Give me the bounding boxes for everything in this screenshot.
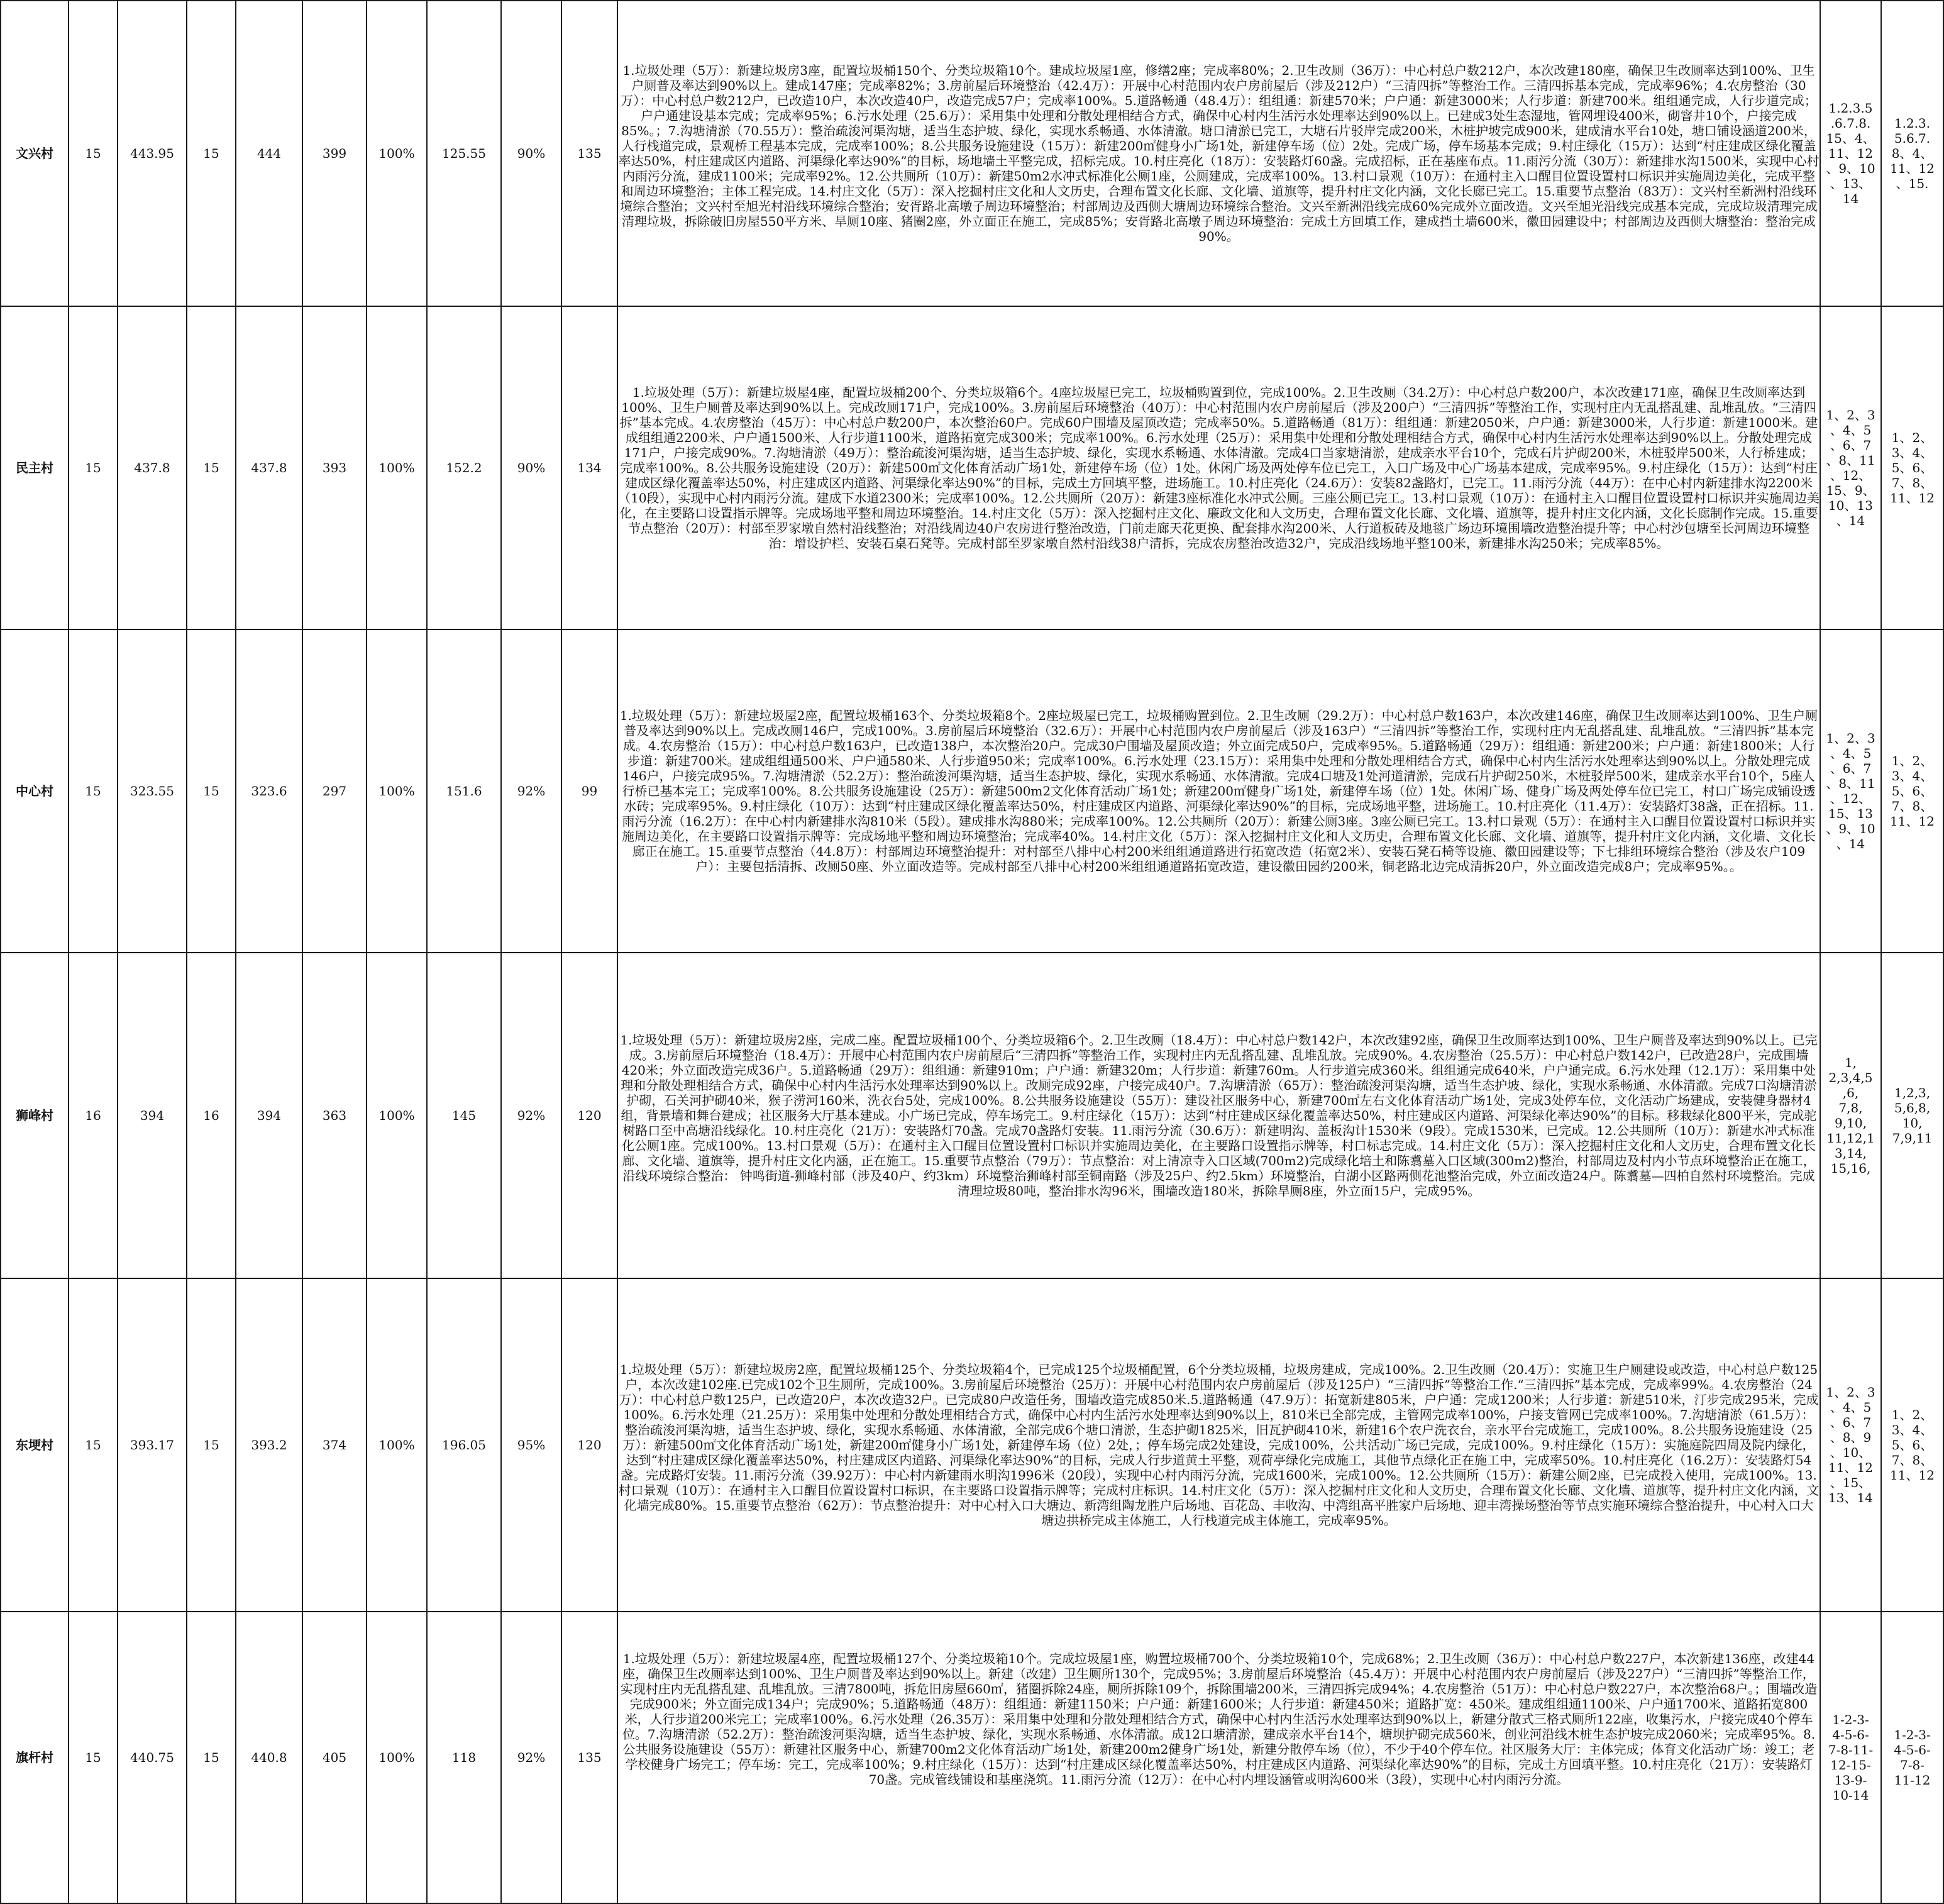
cell-num: 393 bbox=[302, 306, 367, 629]
item-list-completed: 1.2.3. 5.6.7. 8、4、 11、12 、15. bbox=[1881, 1, 1943, 306]
village-name: 狮峰村 bbox=[1, 953, 69, 1278]
table-row bbox=[1, 1612, 1943, 1903]
item-list: 1、2、3 、4、5 、6、7 、8、11 、12、 15、13 、9、10 、14 bbox=[1820, 629, 1881, 953]
cell-num: 393.17 bbox=[118, 1278, 187, 1612]
cell-num: 15 bbox=[187, 1278, 236, 1612]
cell-num: 394 bbox=[236, 953, 302, 1278]
village-name: 文兴村 bbox=[1, 1, 69, 306]
item-list: 1, 2,3,4,5 ,6, 7,8, 9,10, 11,12,1 3,14, 15,16, bbox=[1820, 953, 1881, 1278]
cell-num: 16 bbox=[69, 953, 118, 1278]
cell-num: 399 bbox=[302, 1, 367, 306]
cell-percent: 90% bbox=[501, 306, 561, 629]
item-list-completed: 1,2,3, 5,6,8, 10, 7,9,11 bbox=[1881, 953, 1943, 1278]
item-list: 1、2、3 、4、5 、6、7 、8、9 、10、 11、12 、15、 13、14 bbox=[1820, 1278, 1881, 1612]
item-list-completed: 1、2、 3、4、 5、6、 7、8、 11、12 bbox=[1881, 1278, 1943, 1612]
cell-percent: 100% bbox=[367, 1278, 427, 1612]
item-list-completed: 1、2、 3、4、 5、6、 7、8、 11、12 bbox=[1881, 306, 1943, 629]
cell-num: 134 bbox=[561, 306, 617, 629]
table-row bbox=[1, 1278, 1943, 1612]
cell-num: 120 bbox=[561, 953, 617, 1278]
cell-num: 374 bbox=[302, 1278, 367, 1612]
progress-description: 1.垃圾处理（5万）：新建垃圾屋4座，配置垃圾桶200个、分类垃圾箱6个。4座垃圾屋已完工，垃圾桶购置到位，完成100%。2.卫生改厕（34.2万）：中心村总户数200户，本次改建171座，确保卫生改厕率达到100%、卫生户厕普及率达到90%以上。完成改厕171户，完成100%。3.房前屋后环境整治（40万）：中心村范围内农户房前屋后（涉及200户）“三清四拆”等整治工作，实现村庄内无乱搭乱建、乱堆乱放。“三清四拆”基本完成。4.农房整治（45万）：中心村总户数200户，本次整治60户。完成60户围墙及屋顶改造；完成率50%。5.道路畅通（81万）：组组通：新建2050米，户户通：新建3000米，人行步道：新建1000米。建成组组通2200米、户户通1500米、人行步道1100米，道路拓宽完成300米；完成率100%。6.污水处理（25万）：采用集中处理和分散处理相结合方式，确保中心村内生活污水处理率达到90%以上。分散处理完成171户，户接完成90%。7.沟塘清淤（49万）：整治疏浚河渠沟塘，适当生态护坡、绿化，实现水系畅通、水体清澈。完成4口当家塘清淤，建成亲水平台10个，完成石片护砌200米，木桩驳岸500米，人行桥建成；完成率100%。8.公共服务设施建设（20万）：新建500㎡文化体育活动广场1处，新建停车场（位）1处。休闲广场及两处停车位已完工，入口广场及中心广场基本建成，完成率95%。9.村庄绿化（15万）：达到“村庄建成区绿化覆盖率达50%，村庄建成区内道路、河渠绿化率达90%”的目标，完成土方回填平整，进场施工。10.村庄亮化（24.6万）：安装82盏路灯，已完工。11.雨污分流（44万）：在中心村内新建排水沟2200米（10段），实现中心村内雨污分流。建成下水道2300米；完成率100%。12.公共厕所（20万）：新建3座标准化水冲式公厕。三座公厕已完工。13.村口景观（10万）：在通村主入口醒目位置设置村口标识并实施周边美化，在主要路口设置指示牌等。完成场地平整和周边环境整治。14.村庄文化（5万）：深入挖掘村庄文化、廉政文化和人文历史，合理布置文化长廊、文化墙、道旗等，提升村庄文化内涵，文化长廊制作完成。15.重要节点整治（20万）：村部至罗家墩自然村沿线整治；对沿线周边40户农房进行整治改造，门前走廊天花更换、配套排水沟200米、人行道板砖及地毯广场边环境围墙改造整治提升等；中心村沙包塘至长河周边环境整治：增设护栏、安装石桌石凳等。完成村部至罗家墩自然村沿线38户清拆，完成农房整治改造32户，完成沿线场地平整100米，新建排水沟250米；完成率85%。 bbox=[617, 306, 1820, 629]
cell-percent: 90% bbox=[501, 1, 561, 306]
cell-percent: 100% bbox=[367, 306, 427, 629]
cell-num: 120 bbox=[561, 1278, 617, 1612]
cell-percent: 92% bbox=[501, 1612, 561, 1903]
cell-num: 15 bbox=[69, 1278, 118, 1612]
cell-num: 118 bbox=[427, 1612, 501, 1903]
cell-num: 135 bbox=[561, 1, 617, 306]
cell-num: 16 bbox=[187, 953, 236, 1278]
cell-percent: 95% bbox=[501, 1278, 561, 1612]
progress-description: 1.垃圾处理（5万）：新建垃圾房3座，配置垃圾桶150个、分类垃圾箱10个。建成垃圾屋1座，修缮2座；完成率80%；2.卫生改厕（36万）：中心村总户数212户，本次改建180座，确保卫生改厕率达到100%、卫生户厕普及率达到90%以上。建成147座；完成率82%；3.房前屋后环境整治（42.4万）：开展中心村范围内农户房前屋后（涉及212户）“三清四拆”等整治工作。三清四拆基本完成，完成率96%；4.农房整治（30万）：中心村总户数212户，已改造10户，本次改造40户，改造完成57户；完成率100%。5.道路畅通（48.4万）：组组通：新建570米；户户通：新建3000米；人行步道：新建700米。组组通完成，人行步道完成；户户通建设基本完成；完成率95%；6.污水处理（25.6万）：采用集中处理和分散处理相结合方式，确保中心村内生活污水处理率达到90%以上。已建成3处生态湿地，管网埋设400米，砌窨井10个，户接完成85%。；7.沟塘清淤（70.55万）：整治疏浚河渠沟塘，适当生态护坡、绿化，实现水系畅通、水体清澈。塘口清淤已完工，大塘石片驳岸完成200米，木桩护坡完成900米，建成清水平台10处，塘口铺设涵道200米，人行栈道完成，景观桥工程基本完成，完成率100%；8.公共服务设施建设（15万）：新建200㎡健身小广场1处，新建停车场（位）2处。完成广场，停车场基本完成；9.村庄绿化（15万）：达到“村庄建成区绿化覆盖率达50%，村庄建成区内道路、河渠绿化率达90%”的目标，场地墙土平整完成，招标完成。10.村庄亮化（18万）：安装路灯60盏。完成招标，正在基座布点。11.雨污分流（30万）：新建排水沟1500米，实现中心村内雨污分流，建成1100米；完成率92%。12.公共厕所（10万）：新建50m2水冲式标准化公厕1座，公厕建成，完成率100%。13.村口景观（10万）：在通村主入口醒目位置设置村口标识并实施周边美化，完成平整和周边环境整治；主体工程完成。14.村庄文化（5万）：深入挖掘村庄文化和人文历史，合理布置文化长廊、文化墙、道旗等，提升村庄文化内涵，文化长廊已完工。15.重要节点整治（83万）：文兴村至新洲村沿线环境综合整治；文兴村至旭光村沿线环境综合整治；安胥路北高墩子周边环境整治；村部周边及西侧大塘周边环境综合整治。文兴至新洲沿线完成60%完成外立面改造。文兴至旭光沿线完成基本完成，完成垃圾清理完成清理垃圾，拆除破旧房屋550平方米、旱厕10座、猪圈2座，外立面正在施工，完成85%；安胥路北高墩子周边环境整治：完成土方回填工作，建成挡土墙600米，徽田园建设中；村部周边及西侧大塘整治：整治完成90%。 bbox=[617, 1, 1820, 306]
cell-num: 196.05 bbox=[427, 1278, 501, 1612]
village-name: 中心村 bbox=[1, 629, 69, 953]
cell-num: 145 bbox=[427, 953, 501, 1278]
cell-num: 15 bbox=[69, 306, 118, 629]
village-name: 民主村 bbox=[1, 306, 69, 629]
cell-num: 15 bbox=[69, 1, 118, 306]
cell-num: 15 bbox=[187, 1, 236, 306]
cell-percent: 100% bbox=[367, 1612, 427, 1903]
cell-num: 394 bbox=[118, 953, 187, 1278]
cell-num: 323.6 bbox=[236, 629, 302, 953]
table-row bbox=[1, 1, 1943, 306]
cell-num: 99 bbox=[561, 629, 617, 953]
cell-num: 440.8 bbox=[236, 1612, 302, 1903]
cell-num: 443.95 bbox=[118, 1, 187, 306]
cell-num: 297 bbox=[302, 629, 367, 953]
cell-num: 405 bbox=[302, 1612, 367, 1903]
cell-num: 135 bbox=[561, 1612, 617, 1903]
progress-description: 1.垃圾处理（5万）：新建垃圾屋4座，配置垃圾桶127个、分类垃圾箱10个。完成垃圾屋1座，购置垃圾桶700个、分类垃圾箱10个，完成68%；2.卫生改厕（36万）：中心村总户数227户，本次新建136座，改建44座，确保卫生改厕率达到100%、卫生户厕普及率达到90%以上。新建（改建）卫生厕所130个，完成95%；3.房前屋后环境整治（45.4万）：开展中心村范围内农户房前屋后（涉及227户）“三清四拆”等整治工作，实现村庄内无乱搭乱建、乱堆乱放。三清7800吨，拆危旧房屋660㎡，猪圈拆除24座，厕所拆除109个，拆除围墙200米，三清四拆完成94%；4.农房整治（51万）：中心村总户数227户，本次整治68户。；围墙改造完成900米；外立面完成134户；完成90%；5.道路畅通（48万）：组组通：新建1150米；户户通：新建1600米；人行步道：新建450米；道路扩宽：450米。建成组组通1100米、户户通1700米、道路拓宽800米，人行步道200米完工；完成率100%。6.污水处理（26.35万）：采用集中处理和分散处理相结合方式，确保中心村内生活污水处理率达到90%以上，新建分散式三格式厕所122座，收集污水，户接完成40个停车位。7.沟塘清淤（52.2万）：整治疏浚河渠沟塘，适当生态护坡、绿化，实现水系畅通、水体清澈。成12口塘清淤，建成亲水平台14个，塘坝护砌完成560米，创业河沿线木桩生态护坡完成2060米；完成率95%。8.公共服务设施建设（55万）：新建社区服务中心，新建700m2文化体育活动广场1处，新建200m2健身广场1处，新建分散停车场（位），不少于40个停车位。社区服务大厅：主体完成；体育文化活动广场：竣工；老学校健身广场完工；停车场：完工，完成率100%；9.村庄绿化（15万）：达到“村庄建成区绿化覆盖率达50%，村庄建成区内道路、河渠绿化率达90%”的目标，完成土方回填平整。10.村庄亮化（21万）：安装路灯70盏。完成管线铺设和基座浇筑。11.雨污分流（12万）：在中心村内埋设涵管或明沟600米（3段），实现中心村内雨污分流。 bbox=[617, 1612, 1820, 1903]
item-list: 1、2、3 、4、5 、6、7 、8、11 、12、 15、9、 10、13 、14 bbox=[1820, 306, 1881, 629]
cell-num: 15 bbox=[187, 629, 236, 953]
cell-percent: 100% bbox=[367, 953, 427, 1278]
cell-num: 125.55 bbox=[427, 1, 501, 306]
table-row bbox=[1, 953, 1943, 1278]
item-list: 1-2-3- 4-5-6- 7-8-11- 12-15- 13-9- 10-14 bbox=[1820, 1612, 1881, 1903]
cell-num: 323.55 bbox=[118, 629, 187, 953]
cell-num: 15 bbox=[187, 306, 236, 629]
cell-num: 15 bbox=[69, 1612, 118, 1903]
cell-num: 393.2 bbox=[236, 1278, 302, 1612]
cell-num: 152.2 bbox=[427, 306, 501, 629]
village-name: 旗杆村 bbox=[1, 1612, 69, 1903]
progress-description: 1.垃圾处理（5万）：新建垃圾房2座，完成二座。配置垃圾桶100个、分类垃圾箱6个。2.卫生改厕（18.4万）：中心村总户数142户，本次改建92座，确保卫生改厕率达到100%、卫生户厕普及率达到90%以上。已完成。3.房前屋后环境整治（18.4万）：开展中心村范围内农户房前屋后“三清四拆”等整治工作，实现村庄内无乱搭乱建、乱堆乱放。完成90%。4.农房整治（25.5万）：中心村总户数142户，已改造28户，完成围墙420米；外立面改造完成36户。5.道路畅通（29万）：组组通：新建910m；户户通：新建320m；人行步道：新建760m。人行步道完成360米。组组通完成640米，户户通完成。6.污水处理（12.1万）：采用集中处理和分散处理相结合方式，确保中心村内生活污水处理率达到90%以上。改厕完成92座，户接完成40户。7.沟塘清淤（65万）：整治疏浚河渠沟塘，适当生态护坡、绿化，实现水系畅通、水体清澈。完成7口沟塘清淤护砌，石关河护砌40米，猴子涝河160米，洗衣台5处，完成100%。8.公共服务设施建设（55万）：建设社区服务中心，新建700㎡左右文化体育活动广场1处，完成3处停车位，文化活动广场建成，安装健身器材4组，背景墙和舞台建成；社区服务大厅基本建成。小广场已完成，停车场完工。9.村庄绿化（15万）：达到“村庄建成区绿化覆盖率达50%，村庄建成区内道路、河渠绿化率达90%”的目标。移栽绿化800平米，完成驼树路口至中高塘沿线绿化。10.村庄亮化（21万）：安装路灯70盏。完成70盏路灯安装。11.雨污分流（30.6万）：新建明沟、盖板沟计1530米（9段）。完成1530米，已完成。12.公共厕所（10万）：新建水冲式标准化公厕1座。完成100%。13.村口景观（5万）：在通村主入口醒目位置设置村口标识并实施周边美化，在主要路口设置指示牌等，村口标志完成。14.村庄文化（5万）：深入挖掘村庄文化和人文历史，合理布置文化长廊、文化墙、道旗等，提升村庄文化内涵，正在施工。15.重要节点整治（79万）：节点整治：对上清凉寺入口区域(700m2)完成绿化培土和陈翥墓入口区域(300m2)整治，村部周边及村内小节点环境整治正在施工，沿线环境综合整治： 钟鸣街道-狮峰村部（涉及40户、约3km）环境整治狮峰村部至铜南路（涉及25户、约2.5km）环境整治，白湖小区路两侧花池整治完成，外立面改造24户。陈翥墓—四柏自然村环境整治。完成清理垃圾80吨，整治排水沟96米，围墙改造180米，拆除旱厕8座，外立面15户，完成95%。 bbox=[617, 953, 1820, 1278]
cell-num: 444 bbox=[236, 1, 302, 306]
cell-num: 437.8 bbox=[118, 306, 187, 629]
item-list-completed: 1、2、 3、4、 5、6、 7、8、 11、12 bbox=[1881, 629, 1943, 953]
progress-description: 1.垃圾处理（5万）：新建垃圾房2座，配置垃圾桶125个、分类垃圾箱4个，已完成125个垃圾桶配置，6个分类垃圾桶，垃圾房建成，完成100%。2.卫生改厕（20.4万）：实施卫生户厕建设或改造，中心村总户数125户，本次改建102座.已完成102个卫生厕所，完成100%。3.房前屋后环境整治（25万）：开展中心村范围内农户房前屋后（涉及125户）“三清四拆”等整治工作.“三清四拆”基本完成，完成率99%。4.农房整治（24万）：中心村总户数125户，已改造20户，本次改造32户。已完成80户改造任务，围墙改造完成850米.5.道路畅通（47.9万）：拓宽新建805米，户户通：完成1200米；人行步道：新建510米，汀步完成295米，完成100%。6.污水处理（21.25万）：采用集中处理和分散处理相结合方式，确保中心村内生活污水处理率达到90%以上，810米已全部完成，主管网完成率100%，户接支管网已完成率100%。7.沟塘清淤（61.5万）：整治疏浚河渠沟塘，适当生态护坡、绿化，实现水系畅通、水体清澈，全部完成6个塘口清淤，生态护砌1825米，旧瓦护砌410米，新建16个农户洗衣台，亲水平台完成施工，完成100%。8.公共服务设施建设（25万）：新建500㎡文化体育活动广场1处，新建200㎡健身小广场1处，新建停车场（位）2处，；停车场完成2处建设，完成100%，公共活动广场已完成，完成100%。9.村庄绿化（15万）：实施庭院四周及院内绿化，达到“村庄建成区绿化覆盖率达50%，村庄建成区内道路、河渠绿化率达90%”的目标，完成人行步道黄土平整，观荷亭绿化完成施工，其他节点绿化正在施工中，完成率50%。10.村庄亮化（16.2万）：安装路灯54盏。完成路灯安装。11.雨污分流（39.92万）：中心村内新建雨水明沟1996米（20段），实现中心村内雨污分流，完成1600米，完成100%。12.公共厕所（15万）：新建公厕2座，已完成投入使用，完成100%。13.村口景观（10万）：在通村主入口醒目位置设置村口标识，在主要路口设置指示牌等；完成村庄标识。14.村庄文化（5万）：深入挖掘村庄文化和人文历史，合理布置文化长廊、文化墙、道旗等，提升村庄文化内涵，文化墙完成80%。15.重要节点整治（62万）：节点整治提升：对中心村入口大塘边、新湾组陶龙胜户后场地、百花岛、丰收沟、中湾组高平胜家户后场地、迎丰湾操场整治等节点实施环境综合整治提升，中心村入口大塘边拱桥完成主体施工，人行栈道完成主体施工，完成率95%。 bbox=[617, 1278, 1820, 1612]
cell-percent: 100% bbox=[367, 1, 427, 306]
cell-percent: 100% bbox=[367, 629, 427, 953]
item-list: 1.2.3.5 .6.7.8. 15、4、 11、12 、9、10 、13、 14 bbox=[1820, 1, 1881, 306]
cell-num: 437.8 bbox=[236, 306, 302, 629]
village-name: 东埂村 bbox=[1, 1278, 69, 1612]
cell-num: 15 bbox=[187, 1612, 236, 1903]
progress-description: 1.垃圾处理（5万）：新建垃圾屋2座，配置垃圾桶163个、分类垃圾箱8个。2座垃圾屋已完工，垃圾桶购置到位。2.卫生改厕（29.2万）：中心村总户数163户，本次改建146座，确保卫生改厕率达到100%、卫生户厕普及率达到90%以上。完成改厕146户，完成100%。3.房前屋后环境整治（32.6万）：开展中心村范围内农户房前屋后（涉及163户）“三清四拆”等整治工作，实现村庄内无乱搭乱建、乱堆乱放。“三清四拆”基本完成。4.农房整治（15万）：中心村总户数163户，已改造138户，本次整治20户。完成30户围墙及屋顶改造；外立面完成50户，完成率95%。5.道路畅通（29万）：组组通：新建200米；户户通：新建1800米；人行步道：新建700米。建成组组通500米、户户通580米、人行步道950米；完成率100%。6.污水处理（23.15万）：采用集中处理和分散处理相结合方式，确保中心村内生活污水处理率达到90%以上。分散处理完成146户，户接完成95%。7.沟塘清淤（52.2万）：整治疏浚河渠沟塘，适当生态护坡、绿化，实现水系畅通、水体清澈。完成4口塘及1处河道清淤，完成石片护砌250米，木桩驳岸500米，建成亲水平台10个，5座人行桥已基本完工；完成率100%。8.公共服务设施建设（25万）：新建500m2文化体育活动广场1处；新建200㎡健身广场1处，新建停车场（位）1处。休闲广场、健身广场及两处停车位已完工，村口广场完成铺设透水砖；完成率95%。9.村庄绿化（10万）：达到“村庄建成区绿化覆盖率达50%，村庄建成区内道路、河渠绿化率达90%”的目标，完成场地平整，进场施工。10.村庄亮化（11.4万）：安装路灯38盏，正在招标。11.雨污分流（16.2万）：在中心村内新建排水沟810米（5段）。建成排水沟880米；完成率100%。12.公共厕所（20万）：新建公厕3座。3座公厕已完工。13.村口景观（5万）：在通村主入口醒目位置设置村口标识并实施周边美化，在主要路口设置指示牌等：完成场地平整和周边环境整治；完成率40%。14.村庄文化（5万）：深入挖掘村庄文化和人文历史，合理布置文化长廊、文化墙、道旗等，提升村庄文化内涵，文化墙、文化长廊正在施工。15.重要节点整治（44.8万）：村部周边环境整治提升：对村部至八排中心村200米组组通道路进行拓宽改造（拓宽2米）、安装石凳石椅等设施、徽田园建设等；下七排组环境综合整治（涉及农户109户）：主要包括清拆、改厕50座、外立面改造等。完成村部至八排中心村200米组组通道路拓宽改造，建设徽田园约200米，铜老路北边完成清拆20户，外立面改造完成8户；完成率95%。。 bbox=[617, 629, 1820, 953]
cell-num: 15 bbox=[69, 629, 118, 953]
table-row bbox=[1, 306, 1943, 629]
cell-num: 363 bbox=[302, 953, 367, 1278]
item-list-completed: 1-2-3- 4-5-6- 7-8- 11-12 bbox=[1881, 1612, 1943, 1903]
cell-percent: 92% bbox=[501, 953, 561, 1278]
table-row bbox=[1, 629, 1943, 953]
cell-num: 440.75 bbox=[118, 1612, 187, 1903]
cell-percent: 92% bbox=[501, 629, 561, 953]
cell-num: 151.6 bbox=[427, 629, 501, 953]
